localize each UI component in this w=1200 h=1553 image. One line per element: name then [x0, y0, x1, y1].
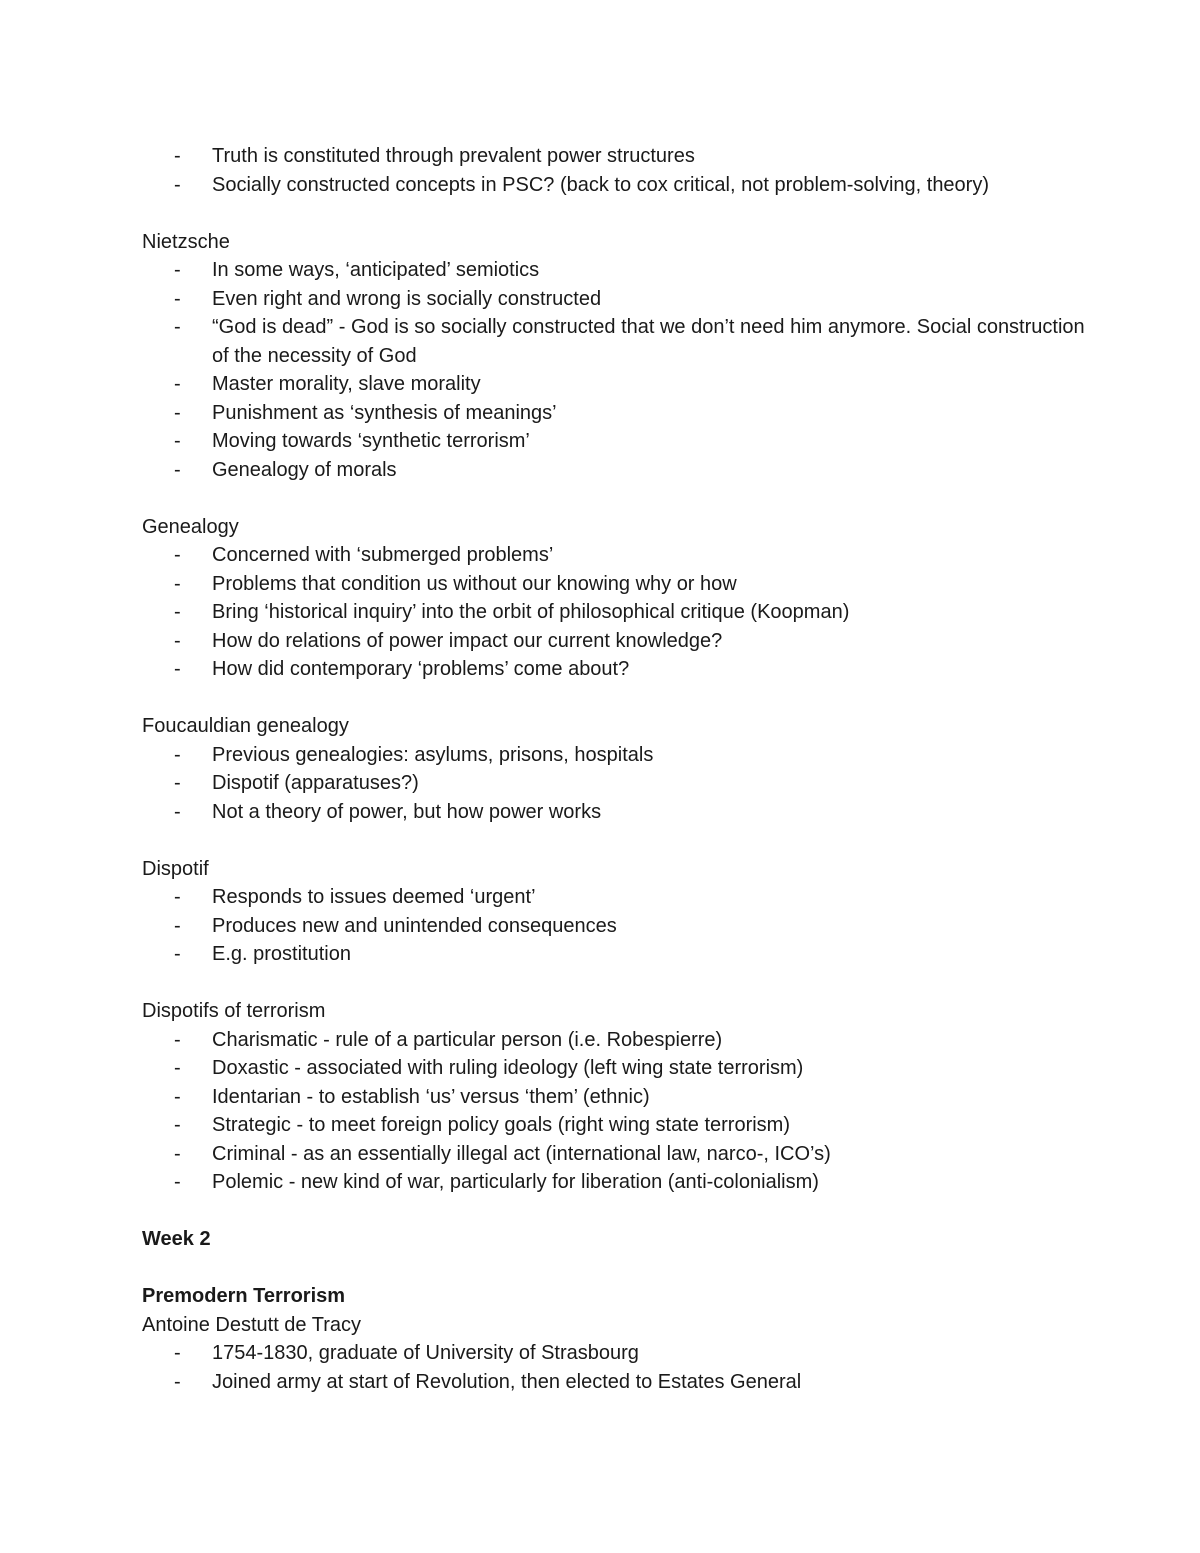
list-item — [142, 142, 1102, 171]
bullet-dash: - — [174, 430, 181, 452]
bullet-dash: - — [174, 800, 181, 823]
spacer — [142, 199, 1102, 228]
section-dispotifs-of-terrorism — [142, 997, 1102, 1197]
list-item — [142, 313, 1102, 370]
bullet-list — [142, 1339, 1102, 1396]
list-item — [142, 1083, 1102, 1112]
list-item — [142, 1054, 1102, 1083]
list-item — [142, 256, 1102, 285]
list-item-text: Master morality, slave morality — [212, 373, 481, 395]
list-item — [142, 370, 1102, 399]
spacer — [142, 684, 1102, 713]
bullet-dash: - — [174, 287, 181, 310]
list-item-text: E.g. prostitution — [212, 943, 351, 965]
list-item — [142, 769, 1102, 798]
list-item — [142, 1140, 1102, 1169]
list-item-text: Criminal - as an essentially illegal act (international law, narco-, ICO’s) — [212, 1142, 831, 1165]
list-item-text: Bring ‘historical inquiry’ into the orbit of philosophical critique (Koopman) — [212, 601, 850, 623]
list-item-text: Doxastic - associated with ruling ideology (left wing state terrorism) — [212, 1057, 804, 1079]
section-heading: Nietzsche — [142, 230, 230, 253]
list-item-text: Punishment as ‘synthesis of meanings’ — [212, 401, 557, 424]
list-item-text: “God is dead” - God is so socially constructed that we don’t need him anymore. Social construction of the necessity of God — [212, 316, 1085, 367]
list-item-text: Strategic - to meet foreign policy goals (right wing state terrorism) — [212, 1114, 790, 1136]
list-item — [142, 1111, 1102, 1140]
section-heading: Dispotifs of terrorism — [142, 1000, 326, 1022]
list-item — [142, 741, 1102, 770]
list-item — [142, 883, 1102, 912]
bullet-list — [142, 741, 1102, 827]
bullet-dash: - — [174, 1171, 181, 1193]
bullet-list — [142, 541, 1102, 684]
section-heading: Foucauldian genealogy — [142, 715, 349, 737]
bullet-dash: - — [174, 658, 181, 680]
list-item — [142, 1168, 1102, 1197]
subheading: Antoine Destutt de Tracy — [142, 1313, 362, 1336]
list-item — [142, 541, 1102, 570]
bullet-list — [142, 256, 1102, 484]
bullet-list — [142, 142, 1102, 199]
week-heading: Week 2 — [142, 1228, 211, 1250]
list-item-text: How do relations of power impact our current knowledge? — [212, 629, 723, 652]
bullet-dash: - — [174, 1342, 181, 1364]
list-item-text: Problems that condition us without our knowing why or how — [212, 572, 737, 595]
bullet-list — [142, 883, 1102, 969]
bullet-list — [142, 1026, 1102, 1197]
section-dispotif — [142, 855, 1102, 969]
bullet-dash: - — [174, 601, 181, 623]
notes-body — [142, 142, 1102, 1396]
section-heading: Dispotif — [142, 857, 209, 880]
bullet-dash: - — [174, 772, 181, 794]
list-item-text: Truth is constituted through prevalent power structures — [212, 145, 695, 167]
list-item — [142, 655, 1102, 684]
bullet-dash: - — [174, 943, 181, 965]
bullet-dash: - — [174, 401, 181, 424]
list-item — [142, 285, 1102, 314]
list-item-text: 1754-1830, graduate of University of Strasbourg — [212, 1342, 639, 1364]
list-item-text: How did contemporary ‘problems’ come about? — [212, 658, 630, 680]
bullet-dash: - — [174, 316, 181, 338]
bullet-dash: - — [174, 743, 181, 766]
spacer — [142, 826, 1102, 855]
list-item-text: Charismatic - rule of a particular person (i.e. Robespierre) — [212, 1028, 723, 1051]
bullet-dash: - — [174, 145, 181, 167]
bullet-dash: - — [174, 1114, 181, 1136]
bullet-dash: - — [174, 1085, 181, 1108]
list-item-text: Socially constructed concepts in PSC? (back to cox critical, not problem-solving, theory) — [212, 173, 990, 196]
list-item — [142, 912, 1102, 941]
bullet-dash: - — [174, 1028, 181, 1051]
section-heading: Genealogy — [142, 515, 239, 538]
bullet-dash: - — [174, 914, 181, 937]
section-intro — [142, 142, 1102, 199]
bullet-dash: - — [174, 1370, 181, 1393]
list-item — [142, 399, 1102, 428]
spacer — [142, 969, 1102, 998]
section-foucauldian-genealogy — [142, 712, 1102, 826]
list-item-text: Dispotif (apparatuses?) — [212, 772, 419, 794]
section-heading: Premodern Terrorism — [142, 1285, 346, 1307]
list-item-text: Identarian - to establish ‘us’ versus ‘them’ (ethnic) — [212, 1085, 650, 1108]
list-item-text: Concerned with ‘submerged problems’ — [212, 544, 554, 566]
bullet-dash: - — [174, 1142, 181, 1165]
list-item-text: In some ways, ‘anticipated’ semiotics — [212, 259, 540, 281]
list-item — [142, 598, 1102, 627]
bullet-dash: - — [174, 544, 181, 566]
section-nietzsche — [142, 228, 1102, 485]
section-premodern-terrorism — [142, 1282, 1102, 1396]
list-item-text: Produces new and unintended consequences — [212, 914, 617, 937]
bullet-dash: - — [174, 373, 181, 395]
list-item — [142, 171, 1102, 200]
spacer — [142, 1254, 1102, 1283]
list-item-text: Genealogy of morals — [212, 458, 397, 481]
list-item-text: Moving towards ‘synthetic terrorism’ — [212, 430, 530, 452]
list-item — [142, 1339, 1102, 1368]
section-genealogy — [142, 513, 1102, 684]
list-item — [142, 1368, 1102, 1397]
bullet-dash: - — [174, 173, 181, 196]
list-item — [142, 627, 1102, 656]
bullet-dash: - — [174, 259, 181, 281]
spacer — [142, 1197, 1102, 1226]
list-item-text: Joined army at start of Revolution, then elected to Estates General — [212, 1370, 802, 1393]
list-item — [142, 427, 1102, 456]
list-item-text: Previous genealogies: asylums, prisons, hospitals — [212, 743, 654, 766]
spacer — [142, 484, 1102, 513]
bullet-dash: - — [174, 458, 181, 481]
list-item-text: Not a theory of power, but how power works — [212, 800, 602, 823]
list-item — [142, 798, 1102, 827]
list-item — [142, 940, 1102, 969]
list-item — [142, 456, 1102, 485]
list-item-text: Even right and wrong is socially constructed — [212, 287, 602, 310]
list-item-text: Responds to issues deemed ‘urgent’ — [212, 886, 536, 908]
list-item-text: Polemic - new kind of war, particularly for liberation (anti-colonialism) — [212, 1171, 819, 1193]
list-item — [142, 570, 1102, 599]
bullet-dash: - — [174, 629, 181, 652]
list-item — [142, 1026, 1102, 1055]
bullet-dash: - — [174, 572, 181, 595]
bullet-dash: - — [174, 1057, 181, 1079]
bullet-dash: - — [174, 886, 181, 908]
